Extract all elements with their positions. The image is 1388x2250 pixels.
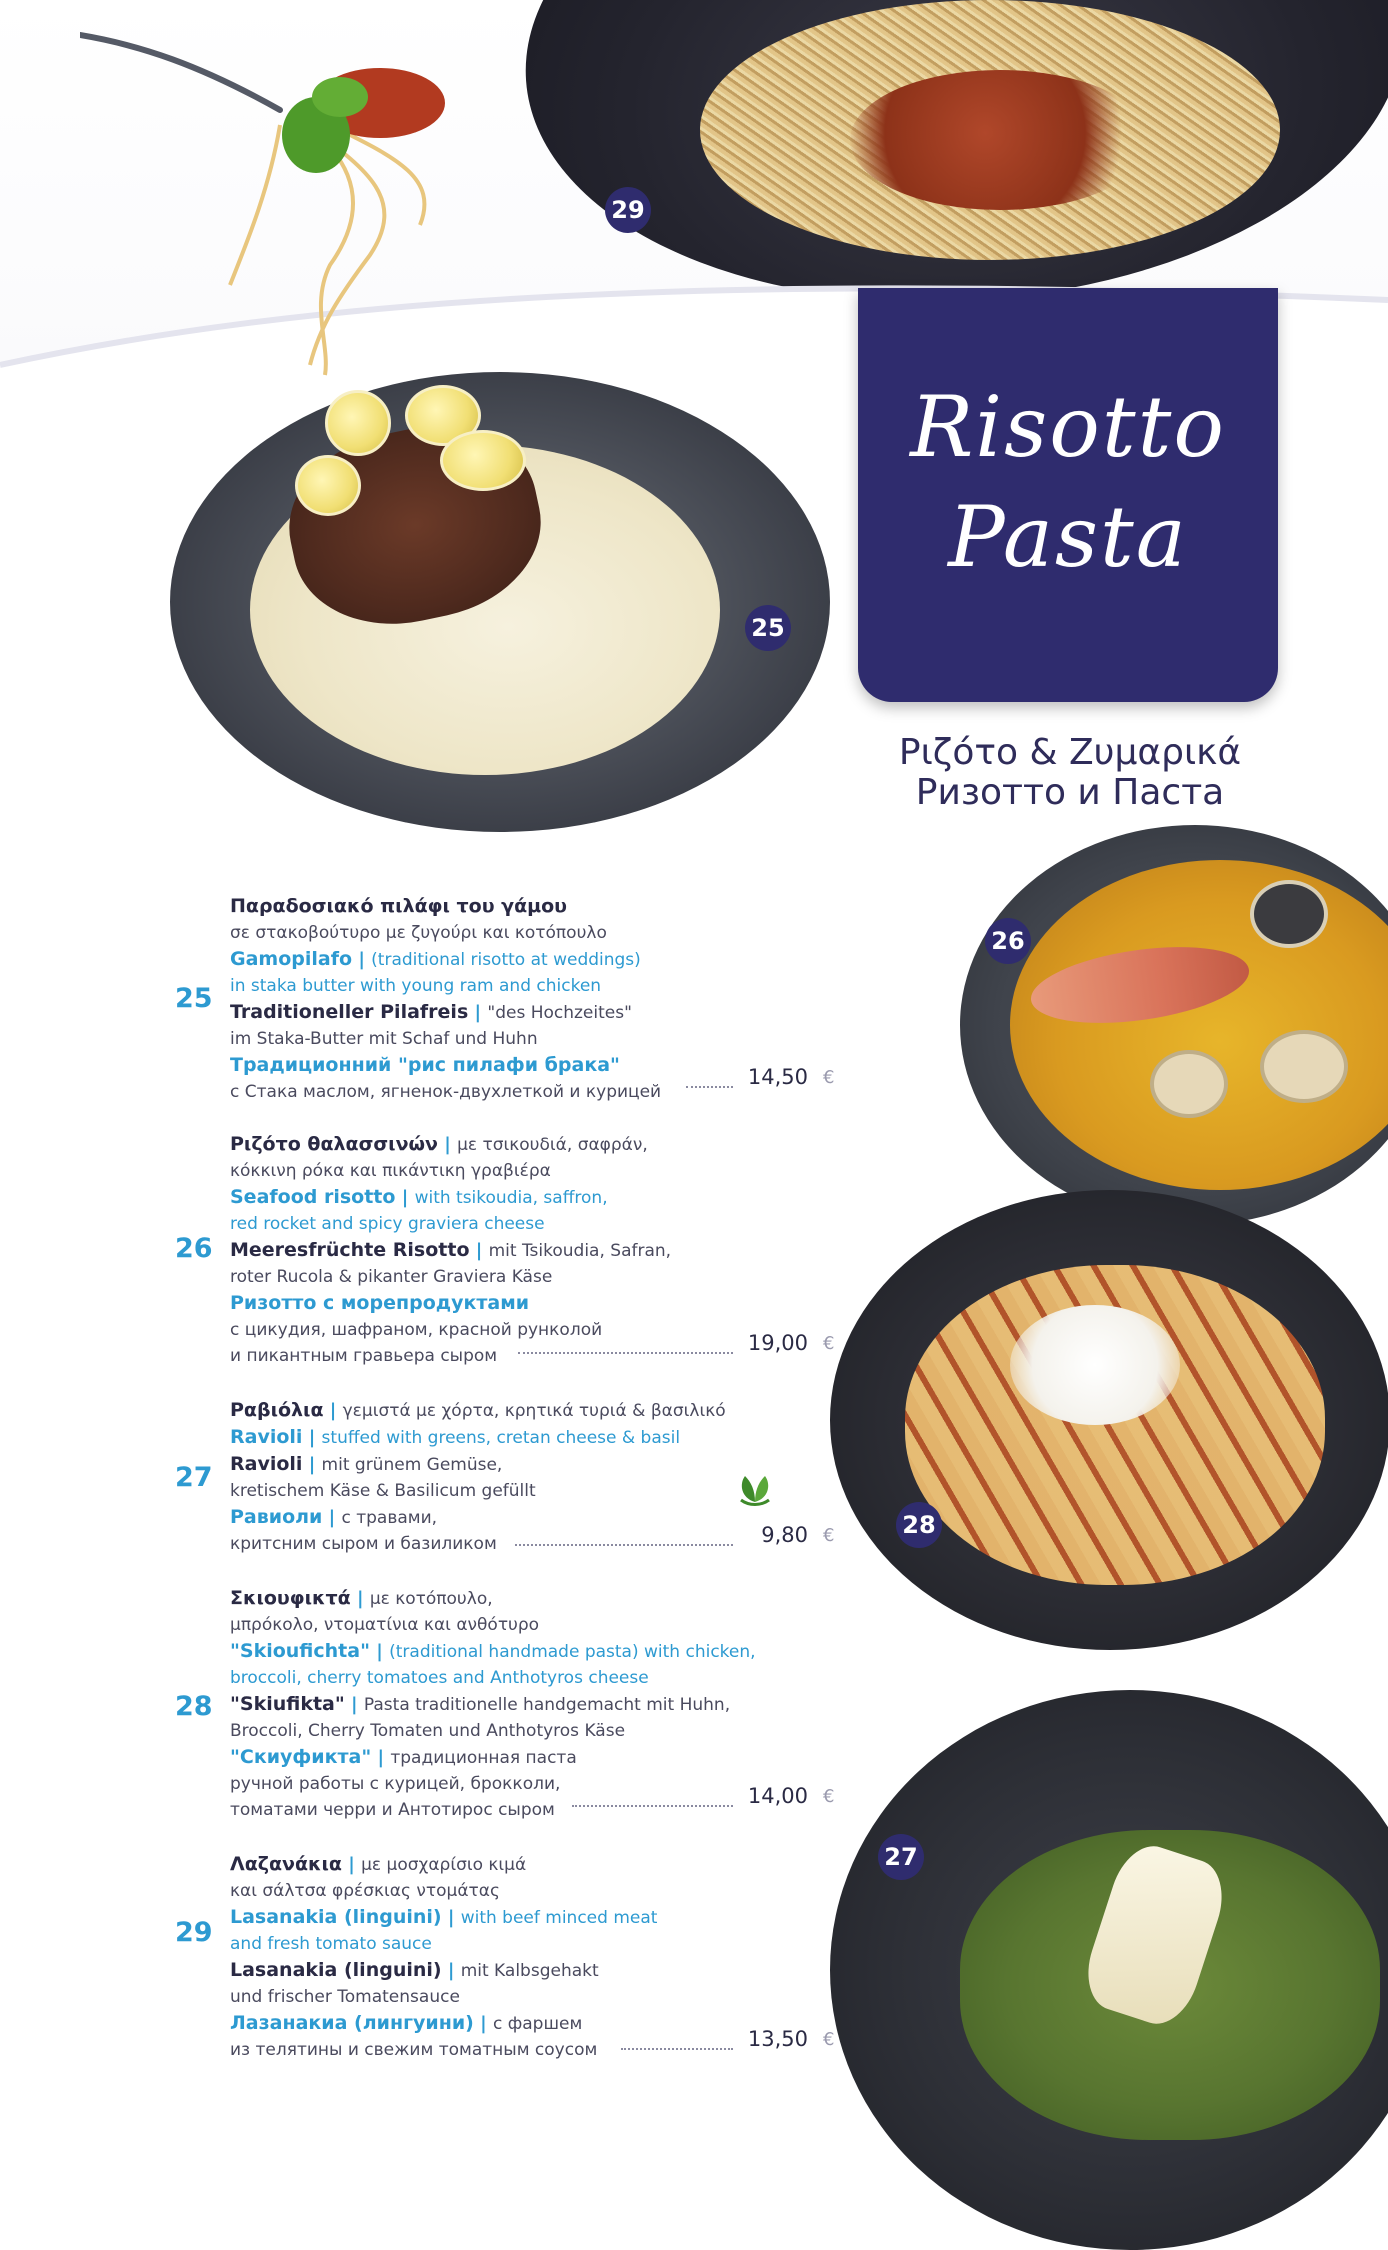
separator: | bbox=[371, 1747, 391, 1768]
menu-item-line bbox=[230, 1691, 830, 1718]
dish-description: σε στακοβούτυρο με ζυγούρι και κοτόπουλο bbox=[230, 923, 607, 943]
menu-item-line bbox=[230, 1851, 830, 1878]
menu-item-line bbox=[230, 1665, 830, 1691]
dot-leader bbox=[518, 1352, 733, 1354]
clam bbox=[1150, 1050, 1228, 1118]
item-number: 27 bbox=[175, 1462, 213, 1493]
price-row bbox=[230, 2027, 835, 2055]
dish-description: традиционная паста bbox=[390, 1748, 577, 1768]
menu-item-line bbox=[230, 946, 830, 973]
separator: | bbox=[473, 2013, 493, 2034]
dish-description: критсним сыром и базиликом bbox=[230, 1534, 497, 1554]
menu-item-line bbox=[230, 1264, 830, 1290]
dish-description: και σάλτσα φρέσκιας ντομάτας bbox=[230, 1881, 500, 1901]
price: 9,80 bbox=[761, 1523, 808, 1547]
dish-description: с травами, bbox=[341, 1508, 438, 1528]
separator: | bbox=[342, 1854, 362, 1875]
menu-item-line bbox=[230, 1397, 830, 1424]
separator: | bbox=[441, 1960, 461, 1981]
dish-description: in staka butter with young ram and chicken bbox=[230, 976, 602, 996]
menu-item-line bbox=[230, 1904, 830, 1931]
dish-description: μπρόκολο, ντοματίνια και ανθότυρο bbox=[230, 1615, 540, 1635]
menu-item-line bbox=[230, 1211, 830, 1237]
photo-badge-25: 25 bbox=[745, 605, 791, 651]
menu-item-line bbox=[230, 893, 830, 920]
separator: | bbox=[370, 1641, 390, 1662]
dish-name: "Skiufikta" bbox=[230, 1693, 345, 1715]
vegetarian-leaf-icon bbox=[735, 1470, 775, 1506]
dish-description: (traditional handmade pasta) with chicken, bbox=[389, 1642, 756, 1662]
dish-description: с Стака маслом, ягненок-двухлеткой и курицей bbox=[230, 1082, 662, 1102]
dish-description: mit Kalbsgehakt bbox=[460, 1961, 599, 1981]
dish-name: Равиоли bbox=[230, 1506, 323, 1528]
separator: | bbox=[344, 1694, 364, 1715]
lemon-slice bbox=[295, 455, 361, 516]
dish-description: из телятины и свежим томатным соусом bbox=[230, 2040, 598, 2060]
dish-name: Ризотто с морепродуктами bbox=[230, 1292, 530, 1314]
dish-description: με κοτόπουλο, bbox=[369, 1589, 493, 1609]
title-banner bbox=[858, 288, 1278, 702]
item-number: 26 bbox=[175, 1233, 213, 1264]
lemon-slice bbox=[325, 390, 391, 456]
dish-name: Lasanakia (linguini) bbox=[230, 1959, 442, 1981]
dish-description: γεμιστά με χόρτα, κρητικά τυριά & βασιλικό bbox=[342, 1401, 726, 1421]
dish-description: kretischem Käse & Basilicum gefüllt bbox=[230, 1481, 536, 1501]
menu-item-line bbox=[230, 1158, 830, 1184]
currency-symbol: € bbox=[823, 2029, 835, 2050]
separator: | bbox=[322, 1507, 342, 1528]
separator: | bbox=[468, 1002, 488, 1023]
price: 19,00 bbox=[747, 1331, 808, 1355]
dish-name: "Skioufichta" bbox=[230, 1640, 370, 1662]
photo-badge-29: 29 bbox=[605, 187, 651, 233]
dish-description: stuffed with greens, cretan cheese & basil bbox=[321, 1428, 681, 1448]
price: 14,00 bbox=[747, 1784, 808, 1808]
menu-item-line bbox=[230, 920, 830, 946]
dot-leader bbox=[515, 1544, 733, 1546]
currency-symbol: € bbox=[823, 1333, 835, 1354]
menu-item-line bbox=[230, 1957, 830, 1984]
clam bbox=[1260, 1030, 1348, 1103]
menu-item-line bbox=[230, 1131, 830, 1158]
dish-name: Ravioli bbox=[230, 1453, 303, 1475]
menu-item-line bbox=[230, 1184, 830, 1211]
dish-description: mit grünem Gemüse, bbox=[321, 1455, 503, 1475]
dish-description: im Staka-Butter mit Schaf und Huhn bbox=[230, 1029, 538, 1049]
menu-item-line bbox=[230, 1237, 830, 1264]
menu-item-line bbox=[230, 999, 830, 1026]
separator: | bbox=[350, 1588, 370, 1609]
dish-description: red rocket and spicy graviera cheese bbox=[230, 1214, 545, 1234]
menu-item-line bbox=[230, 1744, 830, 1771]
banner-title-pasta: Pasta bbox=[948, 488, 1188, 586]
separator: | bbox=[437, 1134, 458, 1155]
dish-description: broccoli, cherry tomatoes and Anthotyros cheese bbox=[230, 1668, 649, 1688]
menu-item-line bbox=[230, 1931, 830, 1957]
separator: | bbox=[323, 1400, 343, 1421]
fork-with-spaghetti-photo bbox=[80, 25, 530, 385]
menu-item-line bbox=[230, 1612, 830, 1638]
photo-badge-27: 27 bbox=[878, 1834, 924, 1880]
menu-item-line bbox=[230, 1718, 830, 1744]
grated-cheese bbox=[1010, 1305, 1180, 1425]
dish-description: with beef minced meat bbox=[460, 1908, 658, 1928]
dish-name: Ravioli bbox=[230, 1426, 303, 1448]
subtitle-russian: Ризотто и Паста bbox=[915, 772, 1225, 813]
dish-description: ручной работы с курицей, брокколи, bbox=[230, 1774, 561, 1794]
currency-symbol: € bbox=[823, 1525, 835, 1546]
dish-name: Ραβιόλια bbox=[230, 1399, 324, 1421]
dish-description: with tsikoudia, saffron, bbox=[414, 1188, 608, 1208]
dish-name: Σκιουφικτά bbox=[230, 1587, 351, 1609]
subtitle-greek: Ριζότο & Ζυμαρικά bbox=[898, 732, 1242, 773]
dish-description: томатами черри и Антотирос сыром bbox=[230, 1800, 555, 1820]
menu-item-line bbox=[230, 1878, 830, 1904]
menu-item-line bbox=[230, 973, 830, 999]
dish-description: und frischer Tomatensauce bbox=[230, 1987, 460, 2007]
dish-description: and fresh tomato sauce bbox=[230, 1934, 432, 1954]
menu-item-line bbox=[230, 1984, 830, 2010]
item-number: 28 bbox=[175, 1691, 213, 1722]
dish-name: "Скиуфикта" bbox=[230, 1746, 372, 1768]
dish-description: με τσικουδιά, σαφράν, bbox=[457, 1135, 648, 1155]
dish-name: Лазанакиа (лингуини) bbox=[230, 2012, 474, 2034]
dish-name: Ριζότο θαλασσινών bbox=[230, 1133, 438, 1155]
photo-badge-28: 28 bbox=[896, 1502, 942, 1548]
separator: | bbox=[441, 1907, 461, 1928]
item-number: 29 bbox=[175, 1917, 213, 1948]
separator: | bbox=[469, 1240, 489, 1261]
dish-description: Broccoli, Cherry Tomaten und Anthotyros Käse bbox=[230, 1721, 626, 1741]
separator: | bbox=[302, 1427, 322, 1448]
dish-name: Παραδοσιακό πιλάφι του γάμου bbox=[230, 895, 568, 917]
price-row bbox=[230, 1523, 835, 1551]
dish-description: mit Tsikoudia, Safran, bbox=[488, 1241, 672, 1261]
menu-item-line bbox=[230, 1638, 830, 1665]
dish-description: με μοσχαρίσιο κιμά bbox=[361, 1855, 527, 1875]
lemon-slice bbox=[440, 430, 526, 491]
menu-item-line bbox=[230, 1026, 830, 1052]
dish-description: и пикантным гравьера сыром bbox=[230, 1346, 498, 1366]
dish-name: Meeresfrüchte Risotto bbox=[230, 1239, 470, 1261]
price: 14,50 bbox=[747, 1065, 808, 1089]
dish-description: "des Hochzeites" bbox=[487, 1003, 632, 1023]
banner-title-risotto: Risotto bbox=[910, 378, 1226, 476]
mussel bbox=[1250, 880, 1328, 948]
dot-leader bbox=[621, 2048, 733, 2050]
price: 13,50 bbox=[747, 2027, 808, 2051]
dish-name: Lasanakia (linguini) bbox=[230, 1906, 442, 1928]
item-number: 25 bbox=[175, 983, 213, 1014]
price-row bbox=[230, 1331, 835, 1359]
dish-description: roter Rucola & pikanter Graviera Käse bbox=[230, 1267, 553, 1287]
dish-name: Λαζανάκια bbox=[230, 1853, 342, 1875]
menu-item-line bbox=[230, 1424, 830, 1451]
menu-item-line bbox=[230, 1290, 830, 1317]
dish-name: Gamopilafo bbox=[230, 948, 353, 970]
separator: | bbox=[302, 1454, 322, 1475]
menu-item-line bbox=[230, 1585, 830, 1612]
separator: | bbox=[395, 1187, 415, 1208]
dish-description: с фаршем bbox=[492, 2014, 583, 2034]
dish-name: Традиционний "рис пилафи брака" bbox=[230, 1054, 620, 1076]
dot-leader bbox=[572, 1805, 733, 1807]
dish-description: Pasta traditionelle handgemacht mit Huhn, bbox=[363, 1695, 731, 1715]
dish-description: с цикудия, шафраном, красной рунколой bbox=[230, 1320, 603, 1340]
currency-symbol: € bbox=[823, 1067, 835, 1088]
currency-symbol: € bbox=[823, 1786, 835, 1807]
dish-name: Seafood risotto bbox=[230, 1186, 396, 1208]
separator: | bbox=[352, 949, 372, 970]
photo-badge-26: 26 bbox=[985, 918, 1031, 964]
dish-description: κόκκινη ρόκα και πικάντικη γραβιέρα bbox=[230, 1161, 551, 1181]
dish-name: Traditioneller Pilafreis bbox=[230, 1001, 469, 1023]
dish-description: (traditional risotto at weddings) bbox=[371, 950, 641, 970]
